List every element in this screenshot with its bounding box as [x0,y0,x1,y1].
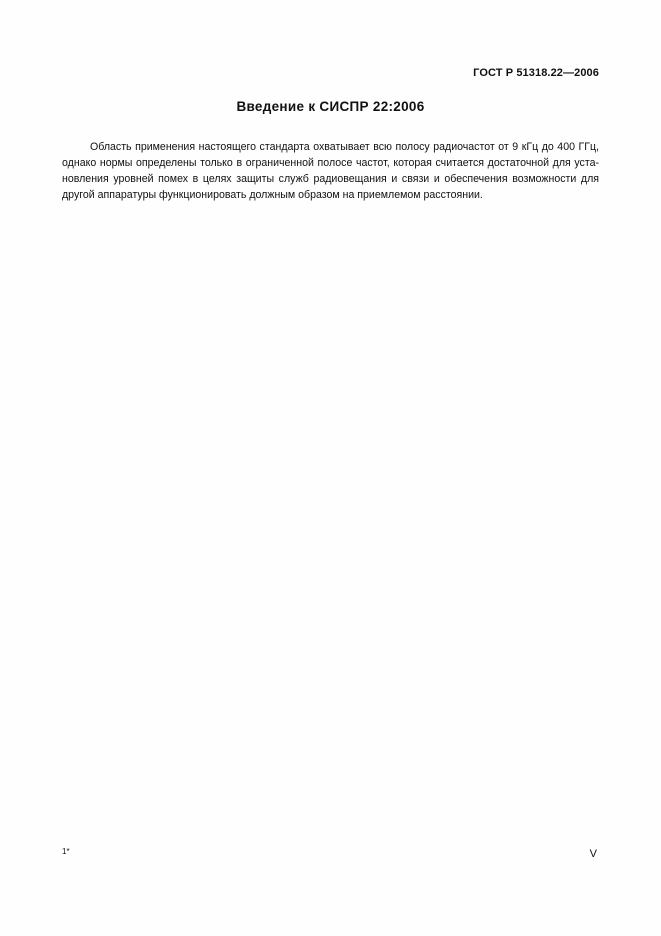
document-code: ГОСТ Р 51318.22—2006 [473,67,599,79]
paragraph-line: другой аппаратуры функционировать должным образом на приемлемом расстоянии. [62,189,483,201]
section-title: Введение к СИСПР 22:2006 [236,99,425,114]
paragraph-line: Область применения настоящего стандарта охватывает всю полосу радиочастот от 9 кГц до 400 ГГц, [90,141,599,153]
paragraph-line: однако нормы определены только в ограниченной полосе частот, которая считается достаточной для уста- [62,157,599,169]
paragraph-line: новления уровней помех в целях защиты служб радиовещания и связи и обеспечения возможности для [62,173,599,185]
body-paragraph [62,139,599,203]
page-number: V [589,848,597,860]
signature-mark: 1* [62,847,70,856]
